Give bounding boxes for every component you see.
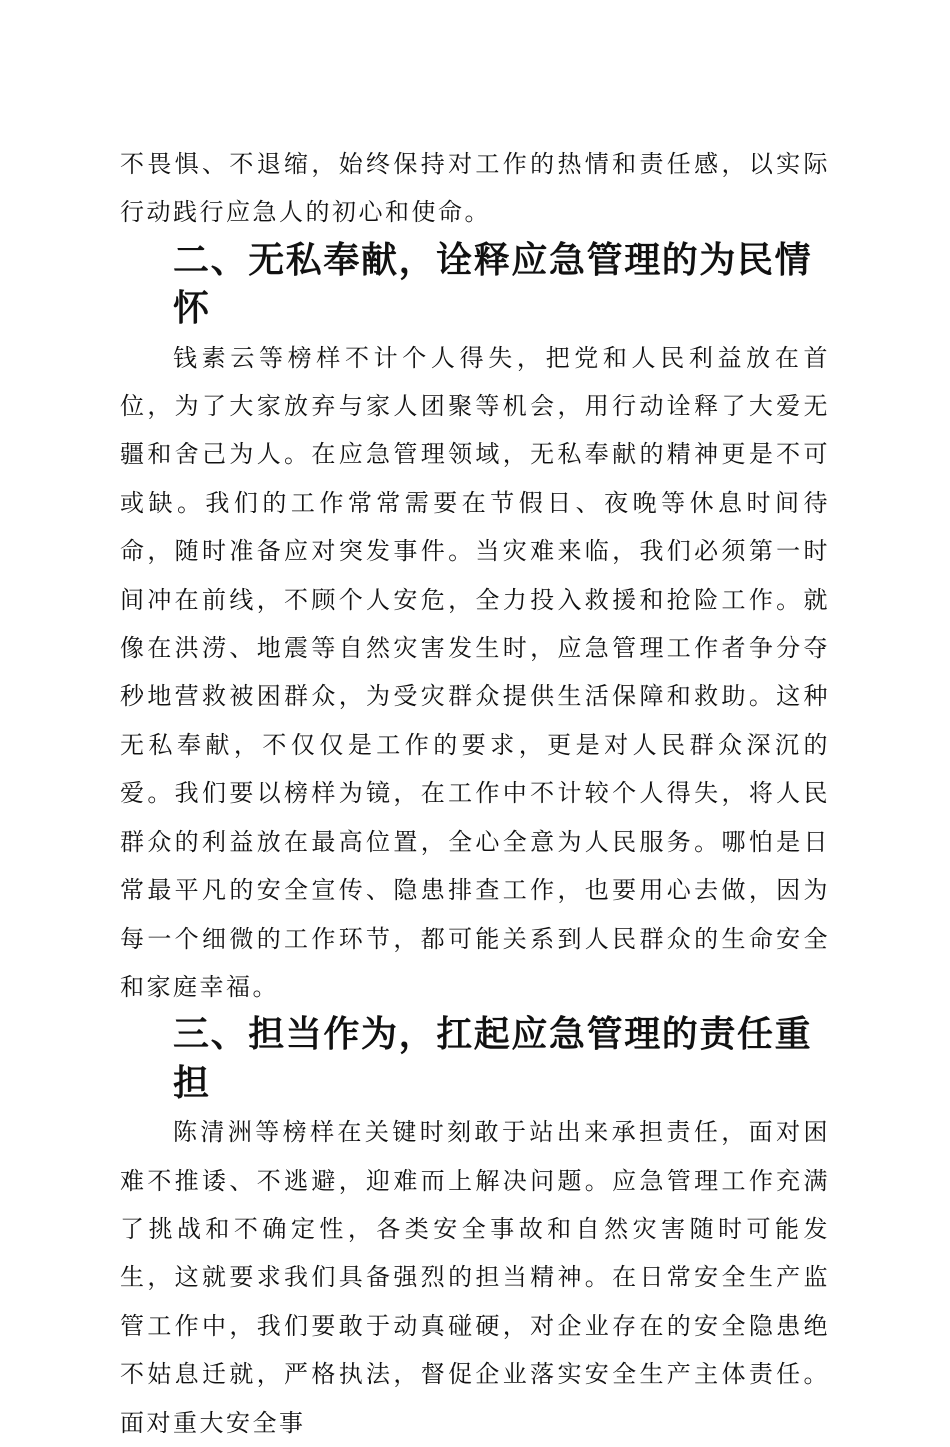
paragraph-responsibility: 陈清洲等榜样在关键时刻敢于站出来承担责任，面对困难不推诿、不逃避，迎难而上解决问题。应急管理工作充满了挑战和不确定性，各类安全事故和自然灾害随时可能发生，这就要求我们具备强烈的担当精神。在日常安全生产监管工作中，我们要敢于动真碰硬，对企业存在的安全隐患绝不姑息迁就，严格执法，督促企业落实安全生产主体责任。面对重大安全事 <box>120 1118 830 1437</box>
document-page <box>120 140 830 1447</box>
section-heading-3: 三、担当作为，扛起应急管理的责任重担 <box>173 1014 813 1104</box>
paragraph-selfless-dedication: 钱素云等榜样不计个人得失，把党和人民利益放在首位，为了大家放弃与家人团聚等机会，用行动诠释了大爱无疆和舍己为人。在应急管理领域，无私奉献的精神更是不可或缺。我们的工作常常需要在节假日、夜晚等休息时间待命，随时准备应对突发事件。当灾难来临，我们必须第一时间冲在前线，不顾个人安危，全力投入救援和抢险工作。就像在洪涝、地震等自然灾害发生时，应急管理工作者争分夺秒地营救被困群众，为受灾群众提供生活保障和救助。这种无私奉献，不仅仅是工作的要求，更是对人民群众深沉的爱。我们要以榜样为镜，在工作中不计较个人得失，将人民群众的利益放在最高位置，全心全意为人民服务。哪怕是日常最平凡的安全宣传、隐患排查工作，也要用心去做，因为每一个细微的工作环节，都可能关系到人民群众的生命安全和家庭幸福。 <box>120 343 830 1001</box>
section-heading-2: 二、无私奉献，诠释应急管理的为民情怀 <box>173 239 813 330</box>
paragraph-continuation: 不畏惧、不退缩，始终保持对工作的热情和责任感，以实际行动践行应急人的初心和使命。 <box>120 150 830 227</box>
